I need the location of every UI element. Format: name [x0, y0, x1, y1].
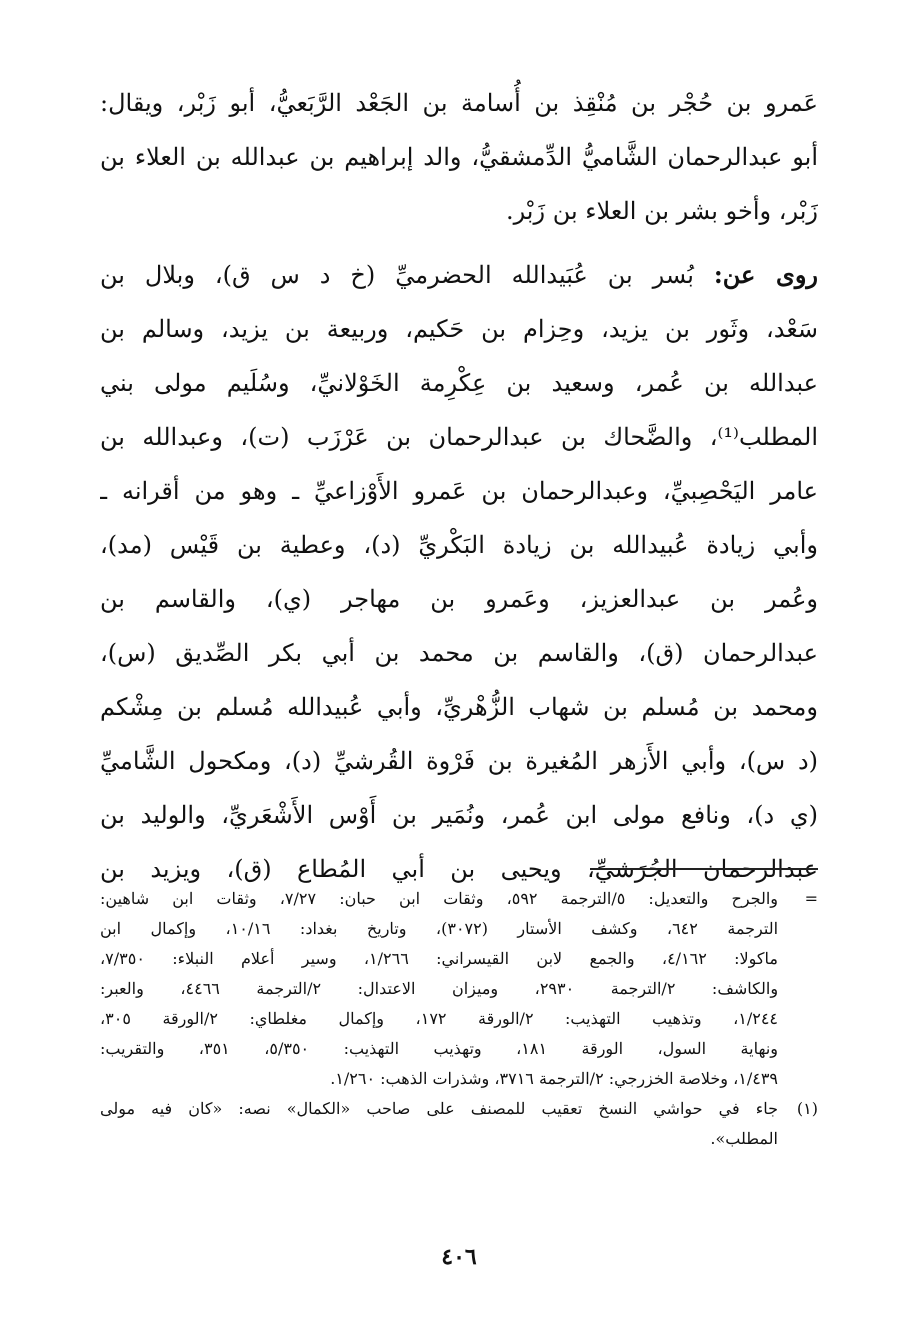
- text-line: عبدالرحمان الجُرَشيِّ، ويحيى بن أبي المُطاع (ق)، ويزيد بن: [100, 855, 818, 883]
- text-line: وأبي زيادة عُبيدالله بن زيادة البَكْريِّ (د)، وعطية بن قَيْس (مد)،: [100, 531, 818, 559]
- footnotes-section: [100, 884, 818, 1154]
- text-line: وعُمر بن عبدالعزيز، وعَمرو بن مهاجر (ي)، والقاسم بن: [100, 585, 818, 613]
- text-line: المطلب⁽¹⁾، والضَّحاك بن عبدالرحمان بن عَرْزَب (ت)، وعبدالله بن: [100, 423, 818, 451]
- narrated-from-heading: روى عن:: [713, 260, 818, 289]
- footnote-line: ونهاية السول، الورقة ١٨١، وتهذيب التهذيب: ٥/٣٥٠، ٣٥١، والتقريب:: [100, 1039, 778, 1058]
- text-line: أبو عبدالرحمان الشَّاميُّ الدِّمشقيُّ، والد إبراهيم بن عبدالله بن العلاء بن: [100, 143, 818, 171]
- footnote-line: المطلب».: [710, 1129, 778, 1148]
- footnote-line: ماكولا: ٤/١٦٢، والجمع لابن القيسراني: ١/٢٦٦، وسير أعلام النبلاء: ٧/٣٥٠،: [100, 949, 778, 968]
- text-line: (ي د)، ونافع مولى ابن عُمر، ونُمَير بن أَوْس الأَشْعَريِّ، والوليد بن: [100, 801, 818, 829]
- footnote-line: والجرح والتعديل: ٥/الترجمة ٥٩٢، وثقات ابن حبان: ٧/٢٧، وثقات ابن شاهين:: [100, 889, 778, 908]
- footnote-body: [100, 884, 778, 1094]
- text-line: سَعْد، وثَور بن يزيد، وحِزام بن حَكيم، وربيعة بن يزيد، وسالم بن: [100, 315, 818, 343]
- text-line: عامر اليَحْصِبيِّ، وعبدالرحمان بن عَمرو الأَوْزاعيِّ ـ وهو من أقرانه ـ: [100, 477, 818, 505]
- continuation-marker: =: [804, 889, 818, 908]
- book-page: [100, 76, 818, 1316]
- footnote-separator: [590, 868, 818, 870]
- text-line-rest: بُسر بن عُبَيدالله الحضرميِّ (خ د س ق)، وبلال بن: [100, 261, 714, 289]
- footnote-line: والكاشف: ٢/الترجمة ٢٩٣٠، وميزان الاعتدال: ٢/الترجمة ٤٤٦٦، والعبر:: [100, 979, 778, 998]
- footnote-1: [100, 1094, 818, 1154]
- narration-paragraph: [100, 248, 818, 896]
- text-line: عَمرو بن حُجْر بن مُنْقِذ بن أُسامة بن الجَعْد الرَّبَعيُّ، أبو زَبْر، ويقال:: [100, 89, 818, 117]
- page-number: ٤٠٦: [441, 1244, 477, 1270]
- text-line: ومحمد بن مُسلم بن شهاب الزُّهْريِّ، وأبي عُبيدالله مُسلم بن مِشْكم: [100, 693, 818, 721]
- text-line: [100, 248, 818, 302]
- paragraph-gap: [100, 238, 818, 248]
- footnote-body: [100, 1094, 778, 1154]
- footnote-line: جاء في حواشي النسخ تعقيب للمصنف على صاحب «الكمال» نصه: «كان فيه مولى: [100, 1099, 778, 1118]
- footnote-line: ١/٢٤٤، وتذهيب التهذيب: ٢/الورقة ١٧٢، وإكمال مغلطاي: ٢/الورقة ٣٠٥،: [100, 1009, 778, 1028]
- footnote-number: (١): [796, 1099, 818, 1118]
- text-line: زَبْر، وأخو بشر بن العلاء بن زَبْر.: [505, 197, 818, 225]
- text-line: عبدالرحمان (ق)، والقاسم بن محمد بن أبي بكر الصِّديق (س)،: [100, 639, 818, 667]
- text-line: (د س)، وأبي الأَزهر المُغيرة بن فَرْوة القُرشيِّ (د)، ومكحول الشَّاميِّ: [100, 747, 818, 775]
- footnote-line: ١/٤٣٩، وخلاصة الخزرجي: ٢/الترجمة ٣٧١٦، وشذرات الذهب: ١/٢٦٠.: [330, 1069, 778, 1088]
- footnote-line: الترجمة ٦٤٢، وكشف الأستار (٣٠٧٢)، وتاريخ بغداد: ١٠/١٦، وإكمال ابن: [100, 919, 778, 938]
- biography-paragraph: [100, 76, 818, 238]
- footnote-continuation: [100, 884, 818, 1094]
- text-line: عبدالله بن عُمر، وسعيد بن عِكْرِمة الخَوْلانيِّ، وسُلَيم مولى بني: [100, 369, 818, 397]
